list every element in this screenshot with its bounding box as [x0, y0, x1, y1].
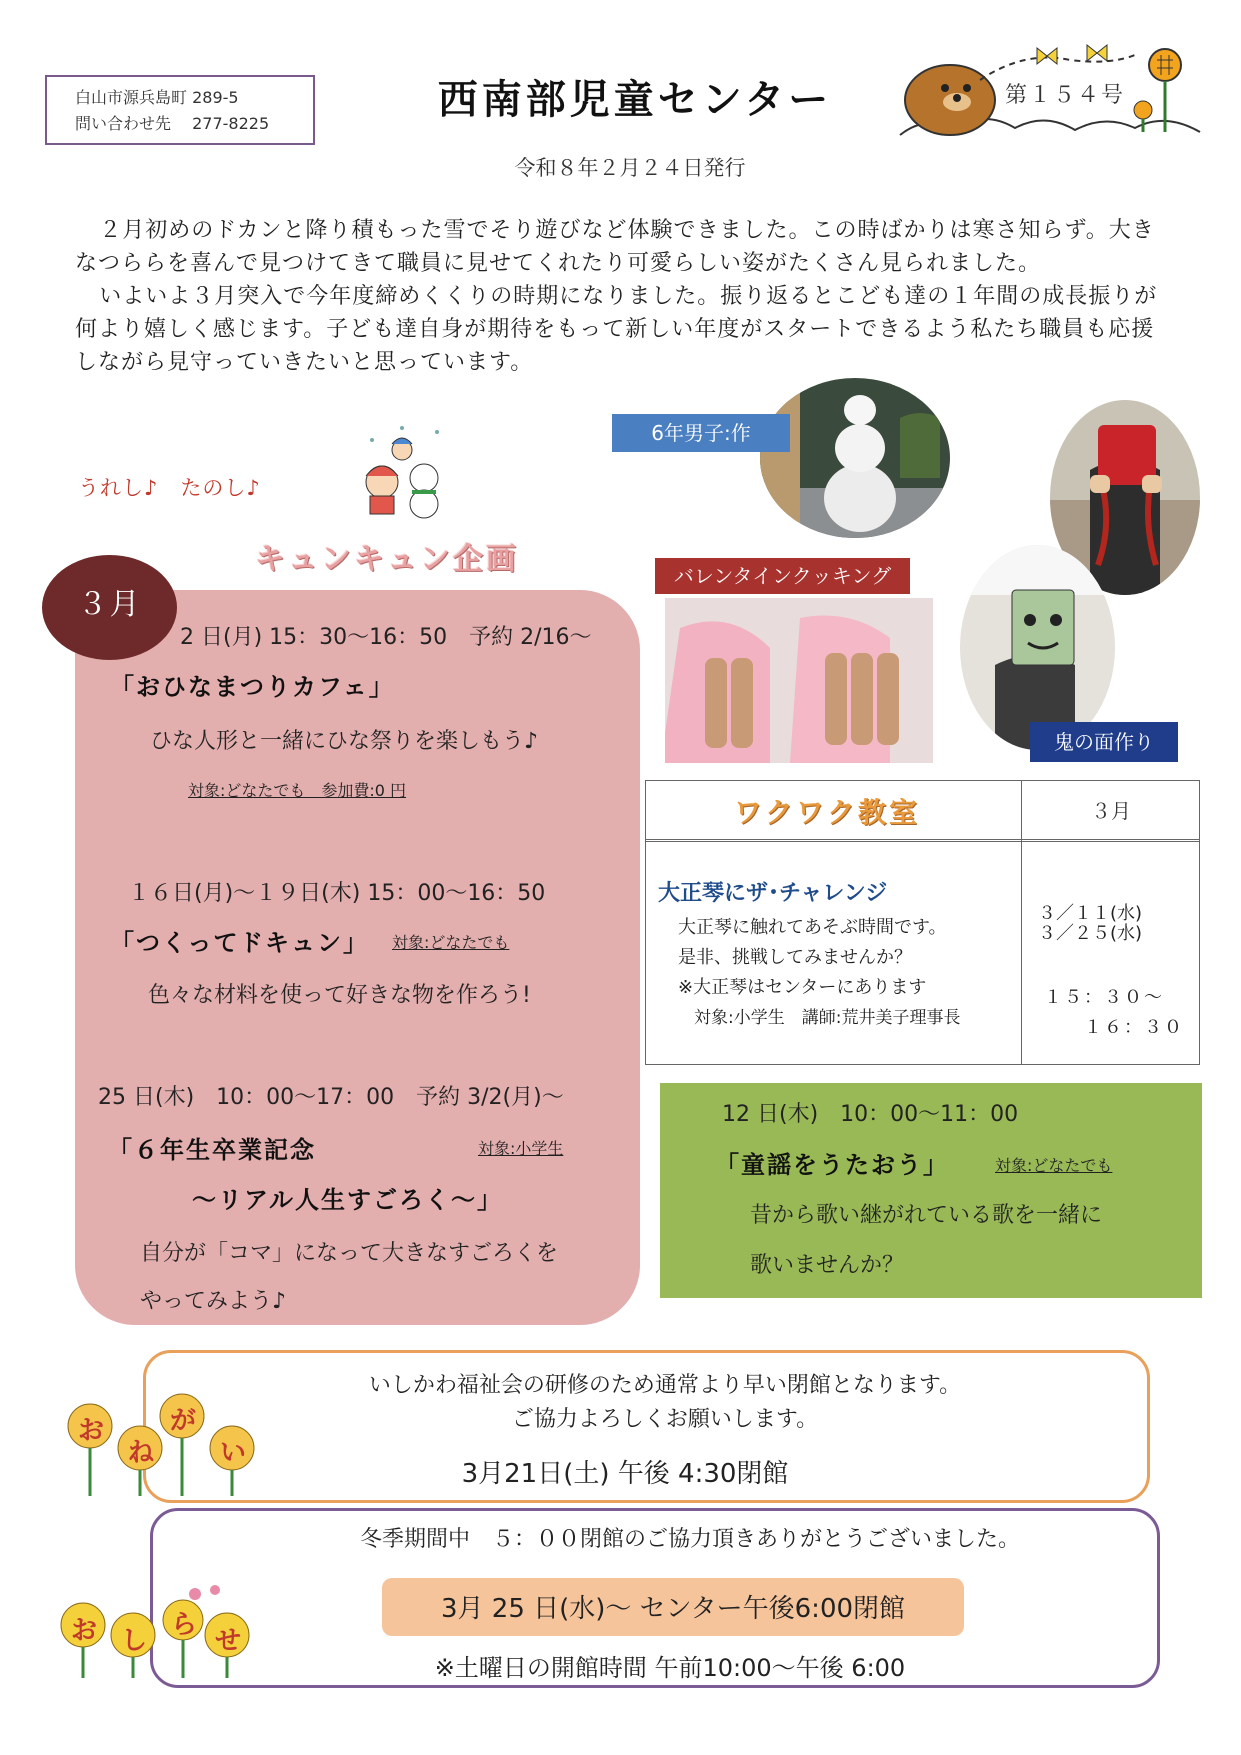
- event-time: 12 日(木) 10：00〜11：00: [722, 1102, 1019, 1127]
- onegai-char: ね: [128, 1438, 155, 1468]
- contact-text: 問い合わせ先 277-8225: [75, 114, 270, 133]
- snowman-caption: 6年男子:作: [612, 414, 790, 452]
- onegai-char: い: [220, 1438, 247, 1468]
- class-date: ３／２５(水): [1038, 923, 1143, 944]
- event-title: 「つくってドキュン」: [110, 929, 370, 957]
- class-title: 大正琴にザ･チャレンジ: [658, 881, 888, 906]
- event-target: 対象:小学生: [478, 1139, 564, 1158]
- event-description: ひな人形と一緒にひな祭りを楽しもう♪: [150, 729, 539, 754]
- event-description: 色々な材料を使って好きな物を作ろう!: [148, 983, 531, 1008]
- event-time: 25 日(木) 10：00〜17：00 予約 3/2(月)〜: [98, 1085, 564, 1110]
- month-badge: ３月: [42, 555, 177, 660]
- event-target: 対象:どなたでも: [995, 1156, 1113, 1175]
- wakuwaku-table: [645, 780, 1200, 1065]
- snowman-photo: [760, 378, 950, 538]
- intro-text: [75, 214, 1170, 379]
- kids-snowman-illustration: [352, 420, 452, 520]
- class-description: 是非、挑戦してみませんか？: [678, 947, 912, 968]
- address-box: [45, 75, 315, 145]
- wakuwaku-title: ワクワク教室: [734, 796, 921, 829]
- notice-date: 3月 25 日(水)〜 センター午後6:00閉館: [440, 1594, 906, 1624]
- valentine-caption: バレンタインクッキング: [655, 558, 910, 594]
- class-date: ３／１１(水): [1038, 903, 1143, 924]
- notice-line: 冬季期間中 ５：００閉館のご協力頂きありがとうございました。: [359, 1527, 1020, 1552]
- valentine-photo: [665, 598, 933, 763]
- intro-paragraph: いよいよ３月突入で今年度締めくくりの時期になりました。振り返るとこども達の１年間の成長振りが何より嬉しく感じます。子ども達自身が期待をもって新しい年度がスタートできるよう私たち職員も応援しながら見守っていきたいと思っています。: [75, 284, 1158, 375]
- class-time: １５：３０〜: [1044, 987, 1164, 1008]
- event-time: １６日(月)〜１９日(木) 15：00〜16：50: [128, 881, 546, 906]
- oshirase-char: お: [71, 1616, 98, 1646]
- onegai-char: お: [78, 1416, 105, 1446]
- oni-mask-photo-2: [960, 545, 1115, 750]
- event-description: 歌いませんか？: [750, 1253, 905, 1278]
- oshirase-flower-decoration: [55, 1580, 255, 1680]
- notice-line: ご協力よろしくお願いします。: [511, 1407, 819, 1432]
- class-note: ※大正琴はセンターにあります: [678, 977, 927, 998]
- event-description: やってみよう♪: [140, 1289, 287, 1314]
- notice-date: 3月21日(土) 午後 4:30閉館: [461, 1459, 789, 1489]
- notice-line: ※土曜日の開館時間 午前10:00〜午後 6:00: [434, 1654, 906, 1682]
- event-description: 自分が「コマ」になって大きなすごろくを: [140, 1241, 559, 1266]
- event-time: 2 日(月) 15：30〜16：50 予約 2/16〜: [180, 625, 592, 650]
- class-description: 大正琴に触れてあそぶ時間です。: [678, 917, 947, 938]
- class-target: 対象:小学生 講師:荒井美子理事長: [694, 1008, 961, 1028]
- doyo-panel: [660, 1083, 1202, 1298]
- event-title: 「童謡をうたおう」: [715, 1151, 949, 1179]
- oshirase-char: せ: [215, 1626, 242, 1656]
- event-target: 対象:どなたでも 参加費:0 円: [188, 781, 407, 800]
- kyunkyun-title: キュンキュン企画: [255, 542, 519, 577]
- oshirase-char: ら: [171, 1610, 198, 1640]
- event-title: 〜リアル人生すごろく〜」: [192, 1186, 504, 1214]
- event-target: 対象:どなたでも: [392, 933, 510, 952]
- wakuwaku-month: ３月: [1091, 799, 1131, 823]
- address-text: 白山市源兵島町 289-5: [75, 88, 239, 107]
- event-title: 「６年生卒業記念: [108, 1136, 316, 1164]
- onegai-flower-decoration: [62, 1388, 272, 1498]
- page-title: 西南部児童センター: [437, 77, 833, 123]
- event-title: 「おひなまつりカフェ」: [110, 673, 395, 701]
- intro-paragraph: ２月初めのドカンと降り積もった雪でそり遊びなど体験できました。この時ばかりは寒さ知らず。大きなつららを喜んで見つけてきて職員に見せてくれたり可愛らしい姿がたくさん見られました。: [75, 218, 1155, 276]
- onegai-char: が: [170, 1406, 197, 1436]
- event-description: 昔から歌い継がれている歌を一緒に: [750, 1203, 1103, 1228]
- oni-caption: 鬼の面作り: [1030, 722, 1178, 762]
- ureshi-tanoshi-text: うれし♪ たのし♪: [78, 476, 261, 500]
- issue-number: 第１５４号: [1005, 83, 1126, 108]
- oshirase-char: し: [121, 1626, 148, 1656]
- notice-line: いしかわ福祉会の研修のため通常より早い閉館となります。: [368, 1373, 962, 1398]
- issue-date: 令和８年２月２４日発行: [514, 156, 746, 180]
- class-time: １６：３０: [1084, 1017, 1184, 1038]
